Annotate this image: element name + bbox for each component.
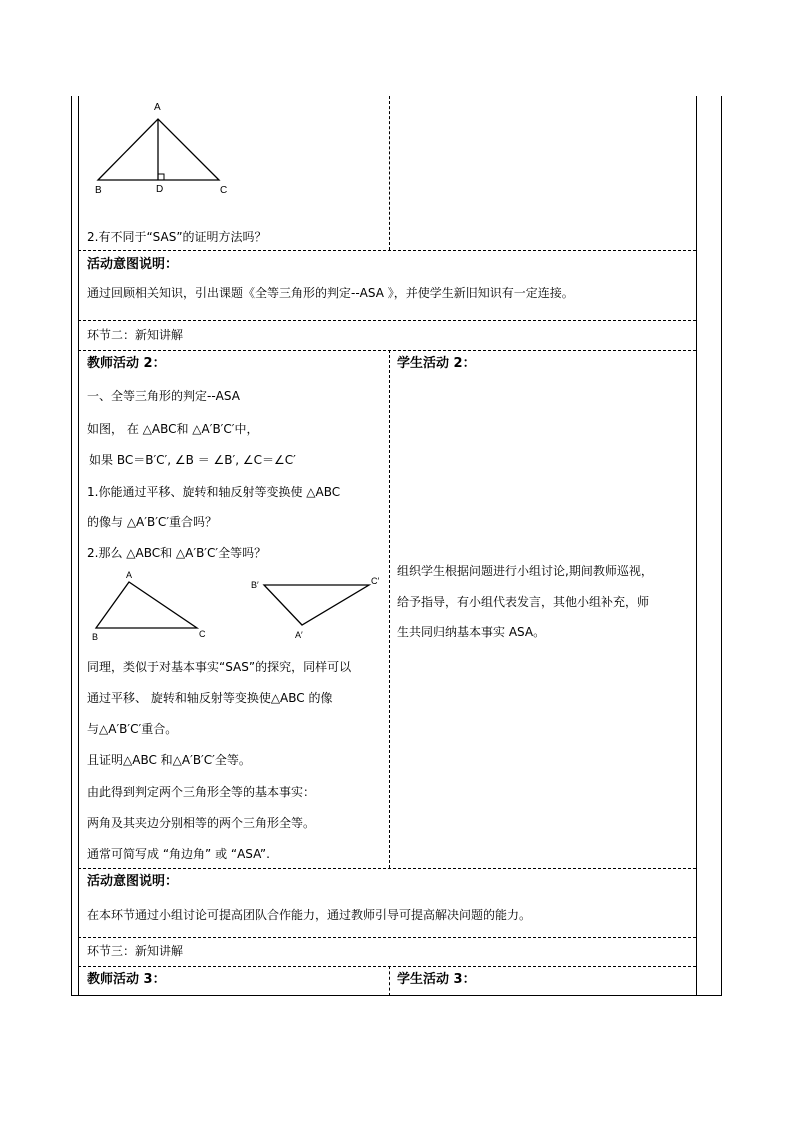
row-divider — [78, 868, 696, 869]
label-a: A — [126, 570, 133, 580]
student-line: 生共同归纳基本事实 ASA。 — [397, 625, 546, 639]
teacher-line: 且证明△ABC 和△A′B′C′全等。 — [87, 753, 251, 767]
triangle-abc-left — [96, 582, 197, 628]
section-title: 环节三：新知讲解 — [87, 944, 184, 958]
row-divider — [78, 250, 696, 251]
student-line: 给予指导，有小组代表发言，其他小组补充，师 — [397, 595, 650, 609]
teacher-line: 2.那么 △ABC和 △A′B′C′全等吗？ — [87, 546, 267, 560]
label-c: C — [199, 629, 206, 639]
teacher-line: 1.你能通过平移、旋转和轴反射等变换使 △ABC — [87, 485, 341, 499]
label-a: A — [154, 102, 161, 113]
teacher-line: 如图， 在 △ABC和 △A′B′C′中， — [87, 422, 259, 436]
label-c: C — [220, 185, 228, 196]
teacher-line: 一、全等三角形的判定--ASA — [87, 389, 240, 403]
intent-heading: 活动意图说明： — [87, 874, 179, 889]
label-c-prime: C′ — [371, 576, 380, 586]
section-title: 环节二：新知讲解 — [87, 328, 184, 342]
student-line: 组织学生根据问题进行小组讨论,期间教师巡视， — [397, 564, 653, 578]
table-inner-right-border — [696, 96, 697, 996]
label-b: B — [95, 185, 102, 196]
two-triangles-figure — [88, 566, 388, 648]
triangle-abc-prime-right — [264, 585, 369, 625]
teacher-activity-heading: 教师活动 3： — [87, 972, 166, 987]
right-angle-mark — [158, 174, 164, 180]
column-divider — [389, 96, 390, 250]
row-divider — [78, 937, 696, 938]
label-b-prime: B′ — [251, 580, 259, 590]
teacher-line: 两角及其夹边分别相等的两个三角形全等。 — [87, 816, 316, 830]
teacher-line: 的像与 △A′B′C′重合吗？ — [87, 515, 218, 529]
student-activity-heading: 学生活动 3： — [397, 972, 476, 987]
triangle-altitude-figure — [88, 98, 248, 198]
teacher-line: 同理，类似于对基本事实“SAS”的探究，同样可以 — [87, 660, 352, 674]
column-divider — [389, 350, 390, 868]
student-activity-heading: 学生活动 2： — [397, 356, 476, 371]
question-2: 2.有不同于“SAS”的证明方法吗？ — [87, 230, 267, 244]
row-divider — [78, 320, 696, 321]
row-divider — [78, 966, 696, 967]
label-a-prime: A′ — [295, 630, 303, 640]
row-divider — [78, 350, 696, 351]
table-inner-left-border — [78, 96, 79, 996]
intent-heading: 活动意图说明： — [87, 257, 179, 272]
teacher-line: 由此得到判定两个三角形全等的基本事实： — [87, 785, 316, 799]
teacher-activity-heading: 教师活动 2： — [87, 356, 166, 371]
teacher-line: 如果 BC＝B′C′, ∠B ＝ ∠B′, ∠C＝∠C′ — [89, 453, 296, 467]
teacher-line: 通常可简写成 “角边角” 或 “ASA”. — [87, 847, 270, 861]
intent-body: 在本环节通过小组讨论可提高团队合作能力，通过教师引导可提高解决问题的能力。 — [87, 908, 532, 922]
intent-body: 通过回顾相关知识，引出课题《全等三角形的判定--ASA 》，并使学生新旧知识有一定连接。 — [87, 286, 574, 300]
teacher-line: 通过平移、 旋转和轴反射等变换使△ABC 的像 — [87, 691, 333, 705]
label-d: D — [156, 184, 164, 195]
label-b: B — [92, 632, 99, 642]
column-divider — [389, 966, 390, 996]
teacher-line: 与△A′B′C′重合。 — [87, 722, 178, 736]
